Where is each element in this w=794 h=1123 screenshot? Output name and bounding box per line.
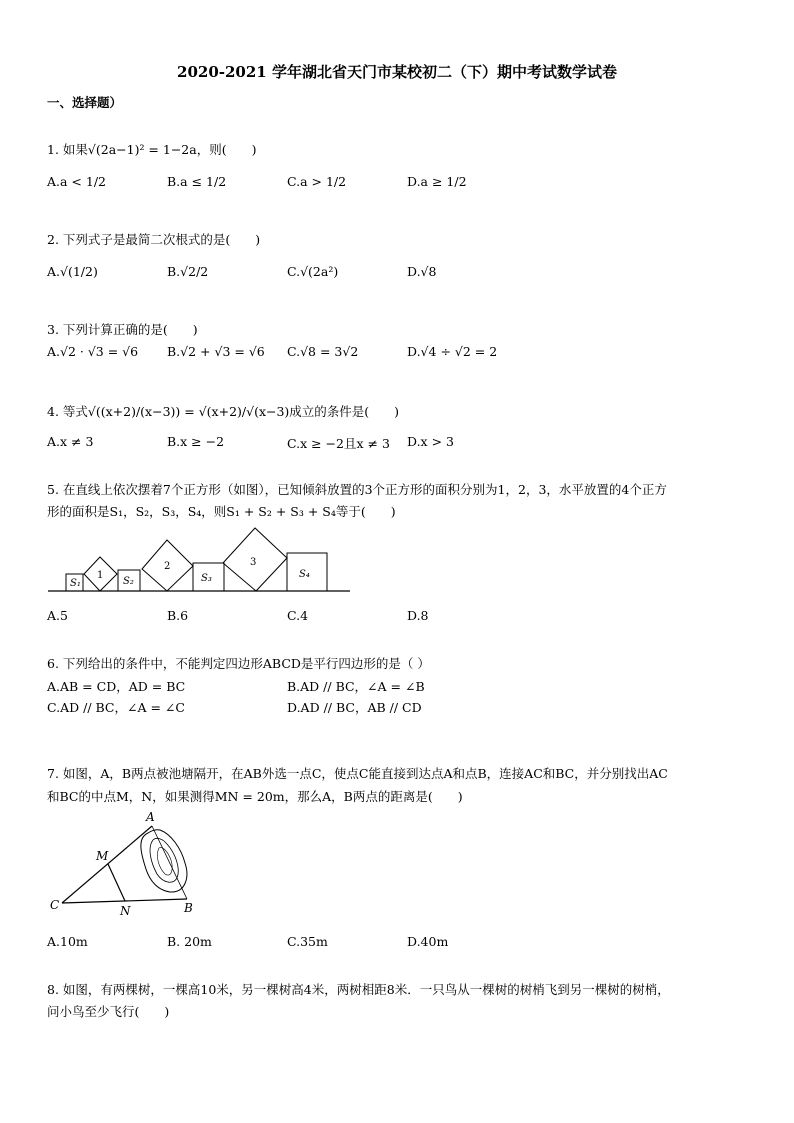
q1-option-a: A.a < 1/2 xyxy=(47,174,106,189)
q5-option-d: D.8 xyxy=(407,608,429,623)
q1-option-d: D.a ≥ 1/2 xyxy=(407,174,467,189)
q3-option-d: D.√4 ÷ √2 = 2 xyxy=(407,344,498,359)
q6-option-c: C.AD // BC，∠A = ∠C xyxy=(47,700,185,715)
q4-option-d: D.x > 3 xyxy=(407,434,454,449)
question-7-stem-line2: 和BC的中点M，N，如果测得MN = 20m，那么A，B两点的距离是( ) xyxy=(47,789,463,804)
q1-option-c: C.a > 1/2 xyxy=(287,174,347,189)
q7-option-b: B. 20m xyxy=(167,934,212,949)
label-1: 1 xyxy=(97,570,104,581)
question-1-stem: 1. 如果√(2a−1)² = 1−2a，则( ) xyxy=(47,142,257,157)
label-n: N xyxy=(120,904,131,918)
pond-figure xyxy=(45,808,215,923)
q5-option-c: C.4 xyxy=(287,608,309,623)
q3-option-b: B.√2 + √3 = √6 xyxy=(167,344,265,359)
q6-option-a: A.AB = CD，AD = BC xyxy=(47,679,186,694)
question-5-stem-line2: 形的面积是S₁，S₂，S₃，S₄，则S₁ + S₂ + S₃ + S₄等于( ) xyxy=(47,504,396,519)
q5-option-b: B.6 xyxy=(167,608,189,623)
label-2: 2 xyxy=(164,561,171,572)
pond-inner-ring xyxy=(150,838,178,882)
label-s3: S₃ xyxy=(201,573,212,584)
segment-ca xyxy=(62,826,152,903)
pond-center xyxy=(157,848,172,875)
q7-option-a: A.10m xyxy=(47,934,88,949)
question-5-stem-line1: 5. 在直线上依次摆着7个正方形（如图），已知倾斜放置的3个正方形的面积分别为1，2，3，水平放置的4个正方 xyxy=(47,482,667,497)
question-3-stem: 3. 下列计算正确的是( ) xyxy=(47,322,198,337)
label-s1: S₁ xyxy=(70,578,81,589)
label-s2: S₂ xyxy=(123,576,134,587)
q2-option-c: C.√(2a²) xyxy=(287,264,339,279)
q2-option-d: D.√8 xyxy=(407,264,437,279)
q5-option-a: A.5 xyxy=(47,608,68,623)
label-c: C xyxy=(50,898,60,912)
q1-option-b: B.a ≤ 1/2 xyxy=(167,174,227,189)
question-8-stem-line1: 8. 如图，有两棵树，一棵高10米，另一棵树高4米，两树相距8米．一只鸟从一棵树的树梢飞到另一棵树的树梢， xyxy=(47,982,670,997)
segment-mn xyxy=(108,864,125,901)
q3-option-a: A.√2 · √3 = √6 xyxy=(47,344,139,359)
label-3: 3 xyxy=(250,557,257,568)
page-title: 2020-2021 学年湖北省天门市某校初二（下）期中考试数学试卷 xyxy=(177,63,617,81)
question-6-stem: 6. 下列给出的条件中，不能判定四边形ABCD是平行四边形的是（ ） xyxy=(47,656,430,671)
q4-option-b: B.x ≥ −2 xyxy=(167,434,225,449)
q3-option-c: C.√8 = 3√2 xyxy=(287,344,359,359)
question-2-stem: 2. 下列式子是最简二次根式的是( ) xyxy=(47,232,261,247)
q2-option-b: B.√2/2 xyxy=(167,264,209,279)
label-m: M xyxy=(96,849,109,863)
label-s4: S₄ xyxy=(299,569,310,580)
section-heading: 一、选择题） xyxy=(47,95,123,110)
question-7-stem-line1: 7. 如图，A，B两点被池塘隔开，在AB外选一点C，使点C能直接到达点A和点B，连接AC和BC，并分别找出AC xyxy=(47,766,668,781)
q2-option-a: A.√(1/2) xyxy=(47,264,98,279)
q7-option-c: C.35m xyxy=(287,934,328,949)
label-a: A xyxy=(146,810,155,824)
question-8-stem-line2: 问小鸟至少飞行( ) xyxy=(47,1004,170,1019)
q6-option-d: D.AD // BC，AB // CD xyxy=(287,700,422,715)
q6-option-b: B.AD // BC，∠A = ∠B xyxy=(287,679,425,694)
pond-outline xyxy=(141,830,187,892)
question-4-stem: 4. 等式√((x+2)/(x−3)) = √(x+2)/√(x−3)成立的条件是( ) xyxy=(47,404,400,419)
q4-option-a: A.x ≠ 3 xyxy=(47,434,94,449)
squares-figure xyxy=(40,520,360,600)
q4-option-c: C.x ≥ −2且x ≠ 3 xyxy=(287,436,390,451)
label-b: B xyxy=(184,901,193,915)
q7-option-d: D.40m xyxy=(407,934,449,949)
